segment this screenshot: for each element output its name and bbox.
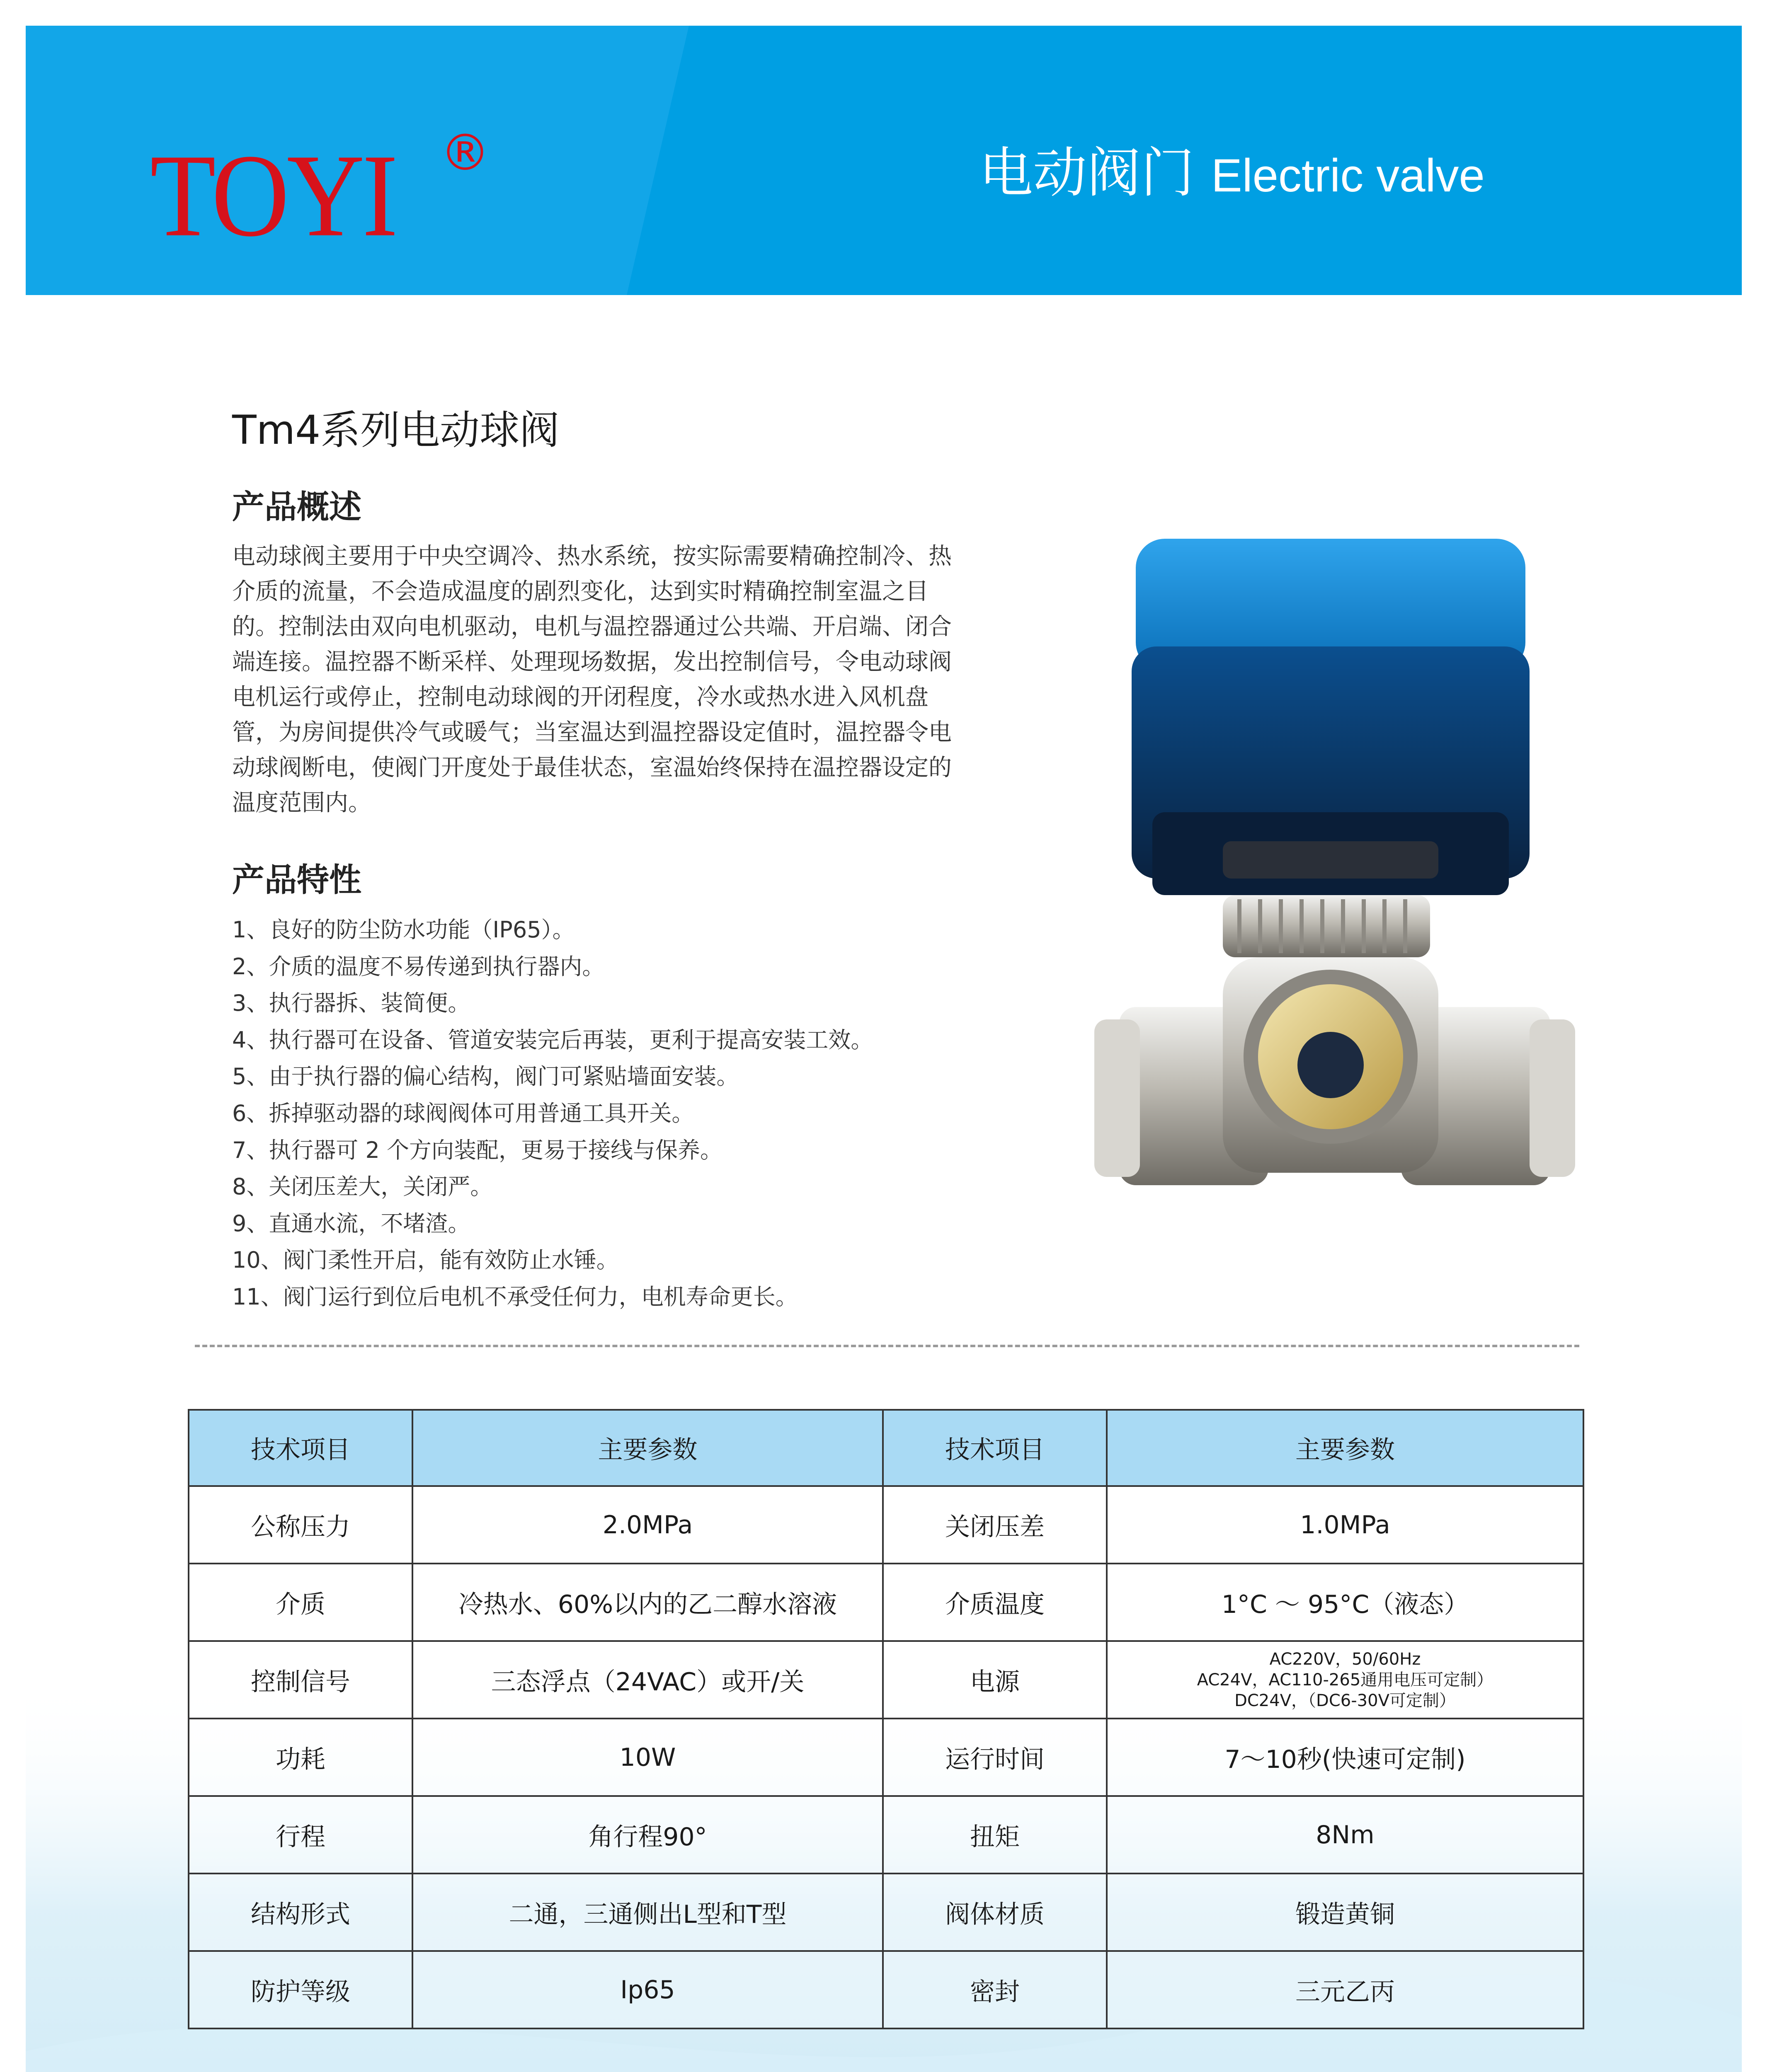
spec-value: 锻造黄铜 <box>1107 1874 1583 1951</box>
spec-value: Ip65 <box>412 1951 883 2028</box>
spec-value: 2.0MPa <box>412 1486 883 1564</box>
spec-value: 角行程90° <box>412 1796 883 1874</box>
header-title <box>979 141 1485 204</box>
header-title-cn: 电动阀门 <box>979 141 1195 204</box>
power-line: AC220V，50/60Hz <box>1269 1649 1421 1669</box>
spec-key: 公称压力 <box>189 1486 412 1564</box>
feature-item: 1、良好的防尘防水功能（IP65）。 <box>232 917 575 943</box>
feature-item: 4、执行器可在设备、管道安装完后再装，更利于提高安装工效。 <box>232 1026 873 1053</box>
table-header-cell: 技术项目 <box>883 1410 1107 1486</box>
spec-value: 8Nm <box>1107 1796 1583 1874</box>
power-line: AC24V，AC110-265通用电压可定制） <box>1197 1670 1493 1690</box>
spec-value: 三元乙丙 <box>1107 1951 1583 2028</box>
spec-key: 介质温度 <box>883 1564 1107 1641</box>
product-title: Tm4系列电动球阀 <box>232 407 560 453</box>
spec-value: 7～10秒(快速可定制) <box>1107 1719 1583 1796</box>
table-row <box>189 1951 1583 2028</box>
spec-key: 关闭压差 <box>883 1486 1107 1564</box>
table-row <box>189 1874 1583 1951</box>
table-row <box>189 1719 1583 1796</box>
table-header-cell: 主要参数 <box>1107 1410 1583 1486</box>
features-heading: 产品特性 <box>232 862 362 899</box>
overview-heading: 产品概述 <box>232 489 362 526</box>
feature-list <box>232 912 873 1316</box>
spec-value-power <box>1107 1641 1583 1719</box>
feature-item: 10、阀门柔性开启，能有效防止水锤。 <box>232 1247 619 1273</box>
feature-item: 7、执行器可 2 个方向装配，更易于接线与保养。 <box>232 1137 723 1163</box>
dashed-divider <box>195 1345 1579 1347</box>
spec-key: 扭矩 <box>883 1796 1107 1874</box>
spec-key: 控制信号 <box>189 1641 412 1719</box>
header-banner <box>26 26 1742 295</box>
table-header-cell: 主要参数 <box>412 1410 883 1486</box>
spec-value: 二通，三通侧出L型和T型 <box>412 1874 883 1951</box>
header-title-en: Electric valve <box>1211 150 1485 201</box>
feature-item: 8、关闭压差大，关闭严。 <box>232 1174 493 1200</box>
spec-key: 功耗 <box>189 1719 412 1796</box>
registered-mark: ® <box>440 124 490 182</box>
table-header-cell: 技术项目 <box>189 1410 412 1486</box>
spec-value: 10W <box>412 1719 883 1796</box>
spec-key: 密封 <box>883 1951 1107 2028</box>
spec-key: 防护等级 <box>189 1951 412 2028</box>
table-row <box>189 1486 1583 1564</box>
table-row <box>189 1641 1583 1719</box>
spec-key: 电源 <box>883 1641 1107 1719</box>
spec-key: 阀体材质 <box>883 1874 1107 1951</box>
spec-key: 运行时间 <box>883 1719 1107 1796</box>
feature-item: 6、拆掉驱动器的球阀阀体可用普通工具开关。 <box>232 1100 694 1126</box>
valve-product-image <box>1086 522 1583 1247</box>
spec-key: 结构形式 <box>189 1874 412 1951</box>
spec-value: 冷热水、60%以内的乙二醇水溶液 <box>412 1564 883 1641</box>
spec-value: 1°C ～ 95°C（液态） <box>1107 1564 1583 1641</box>
spec-value: 1.0MPa <box>1107 1486 1583 1564</box>
table-row <box>189 1796 1583 1874</box>
table-row <box>189 1564 1583 1641</box>
power-line: DC24V，（DC6-30V可定制） <box>1234 1691 1456 1710</box>
spec-table <box>188 1409 1584 2029</box>
spec-key: 行程 <box>189 1796 412 1874</box>
table-header-row <box>189 1410 1583 1486</box>
feature-item: 9、直通水流，不堵渣。 <box>232 1210 470 1237</box>
feature-item: 5、由于执行器的偏心结构，阀门可紧贴墙面安装。 <box>232 1063 739 1090</box>
spec-key: 介质 <box>189 1564 412 1641</box>
feature-item: 11、阀门运行到位后电机不承受任何力，电机寿命更长。 <box>232 1283 798 1310</box>
overview-text: 电动球阀主要用于中央空调冷、热水系统，按实际需要精确控制冷、热介质的流量，不会造成温度的剧烈变化，达到实时精确控制室温之目的。控制法由双向电机驱动，电机与温控器通过公共端、开启端、闭合端连接。温控器不断采样、处理现场数据，发出控制信号，令电动球阀电机运行或停止，控制电动球阀的开闭程度，冷水或热水进入风机盘管，为房间提供冷气或暖气；当室温达到温控器设定值时，温控器令电动球阀断电，使阀门开度处于最佳状态，室温始终保持在温控器设定的温度范围内。 <box>232 543 952 816</box>
spec-value: 三态浮点（24VAC）或开/关 <box>412 1641 883 1719</box>
brand-logo: TOYI <box>150 130 396 261</box>
feature-item: 2、介质的温度不易传递到执行器内。 <box>232 953 605 980</box>
feature-item: 3、执行器拆、装简便。 <box>232 990 470 1017</box>
